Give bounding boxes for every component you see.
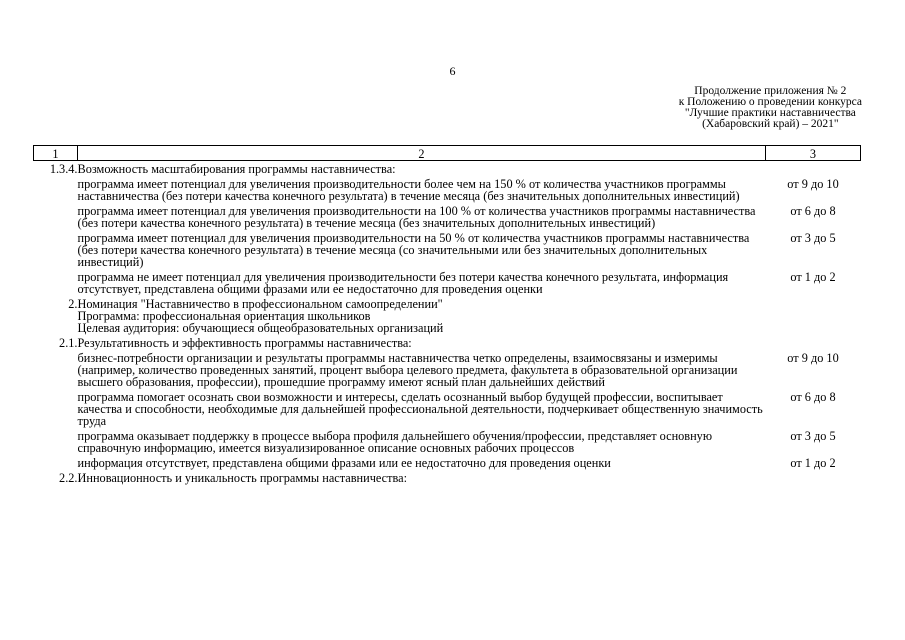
score-range — [766, 469, 861, 484]
table-row — [34, 469, 861, 484]
criterion-description: программа оказывает поддержку в процессе выбора профиля дальнейшего обучения/профессии, представляет основную справочную информацию, имеется визуализированное описание основных рабочих процессов — [77, 429, 713, 455]
table-row — [34, 349, 861, 388]
appendix-header-note — [679, 86, 862, 130]
nomination-block — [78, 295, 766, 334]
column-header: 3 — [766, 146, 861, 161]
column-header: 1 — [34, 146, 78, 161]
score-range: от 9 до 10 — [787, 351, 839, 365]
table-row — [34, 295, 861, 334]
criterion-description: программа помогает осознать свои возможности и интересы, сделать осознанный выбор будущей профессии, воспитывает качества и способности, необходимые для дальнейшей профессиональной деятельности, подчеркивает общественную значимость труда — [77, 390, 763, 428]
criterion-description: программа имеет потенциал для увеличения производительности на 100 % от количества участников программы наставничества (без потери качества конечного результата) в течение месяца (без значительных дополнительных инвестиций) — [77, 204, 756, 230]
score-range: от 1 до 2 — [790, 270, 836, 284]
criterion-heading: Результативность и эффективность программы наставничества: — [77, 336, 412, 350]
row-number: 2.1. — [59, 336, 78, 350]
header-note-line: "Лучшие практики наставничества — [684, 107, 856, 119]
row-number — [34, 202, 78, 229]
nomination-audience: Целевая аудитория: обучающиеся общеобразовательных организаций — [77, 321, 444, 335]
score-range — [766, 334, 861, 349]
score-range: от 3 до 5 — [790, 231, 836, 245]
criterion-description: бизнес-потребности организации и результаты программы наставничества четко определены, взаимосвязаны и измеримы (например, количество проведенных занятий, процент выбора целевого предмета, факультета в образовательной организации высшего образования, профессии), прошедшие программу имеют ясный план дальнейших действий — [77, 351, 738, 389]
score-range: от 1 до 2 — [790, 456, 836, 470]
header-note-line: Продолжение приложения № 2 — [694, 85, 847, 97]
row-number — [34, 427, 78, 454]
criterion-heading: Инновационность и уникальность программы наставничества: — [77, 471, 408, 485]
table-row — [34, 268, 861, 295]
table-row — [34, 454, 861, 469]
score-range — [766, 161, 861, 176]
row-number: 2.2. — [59, 471, 78, 485]
table-header-row — [34, 146, 861, 161]
criterion-description: информация отсутствует, представлена общими фразами или ее недостаточно для проведения оценки — [77, 456, 611, 470]
row-number — [34, 388, 78, 427]
nomination-program: Программа: профессиональная ориентация школьников — [77, 309, 371, 323]
criterion-heading: Возможность масштабирования программы наставничества: — [77, 162, 396, 176]
score-range: от 6 до 8 — [790, 204, 836, 218]
row-number — [34, 229, 78, 268]
criteria-table — [33, 145, 861, 484]
row-number — [34, 268, 78, 295]
column-header: 2 — [78, 146, 766, 161]
nomination-title: Номинация "Наставничество в профессиональном самоопределении" — [77, 297, 443, 311]
row-number: 2. — [68, 297, 78, 311]
score-range: от 9 до 10 — [787, 177, 839, 191]
row-number — [34, 175, 78, 202]
table-row — [34, 175, 861, 202]
criterion-description: программа имеет потенциал для увеличения производительности на 50 % от количества участников программы наставничества (без потери качества конечного результата) в течение месяца (со значительными или без значительных дополнительных инвестиций) — [77, 231, 750, 269]
score-range: от 3 до 5 — [790, 429, 836, 443]
table-row — [34, 334, 861, 349]
table-row — [34, 202, 861, 229]
table-row — [34, 229, 861, 268]
row-number — [34, 454, 78, 469]
score-range — [766, 295, 861, 334]
criterion-description: программа имеет потенциал для увеличения производительности более чем на 150 % от количества участников программы наставничества (без потери качества конечного результата) в течение месяца (без значительных дополнительных инвестиций) — [77, 177, 740, 203]
table-row — [34, 161, 861, 176]
header-note-line: (Хабаровский край) – 2021" — [702, 118, 839, 130]
table-row — [34, 427, 861, 454]
criterion-description: программа не имеет потенциал для увеличения производительности без потери качества конечного результата, информация отсутствует, представлена общими фразами или ее недостаточно для проведения оценки — [77, 270, 729, 296]
header-note-line: к Положению о проведении конкурса — [678, 96, 862, 108]
table-row — [34, 388, 861, 427]
row-number — [34, 349, 78, 388]
row-number: 1.3.4. — [49, 162, 78, 176]
page-number: 6 — [449, 64, 456, 78]
score-range: от 6 до 8 — [790, 390, 836, 404]
